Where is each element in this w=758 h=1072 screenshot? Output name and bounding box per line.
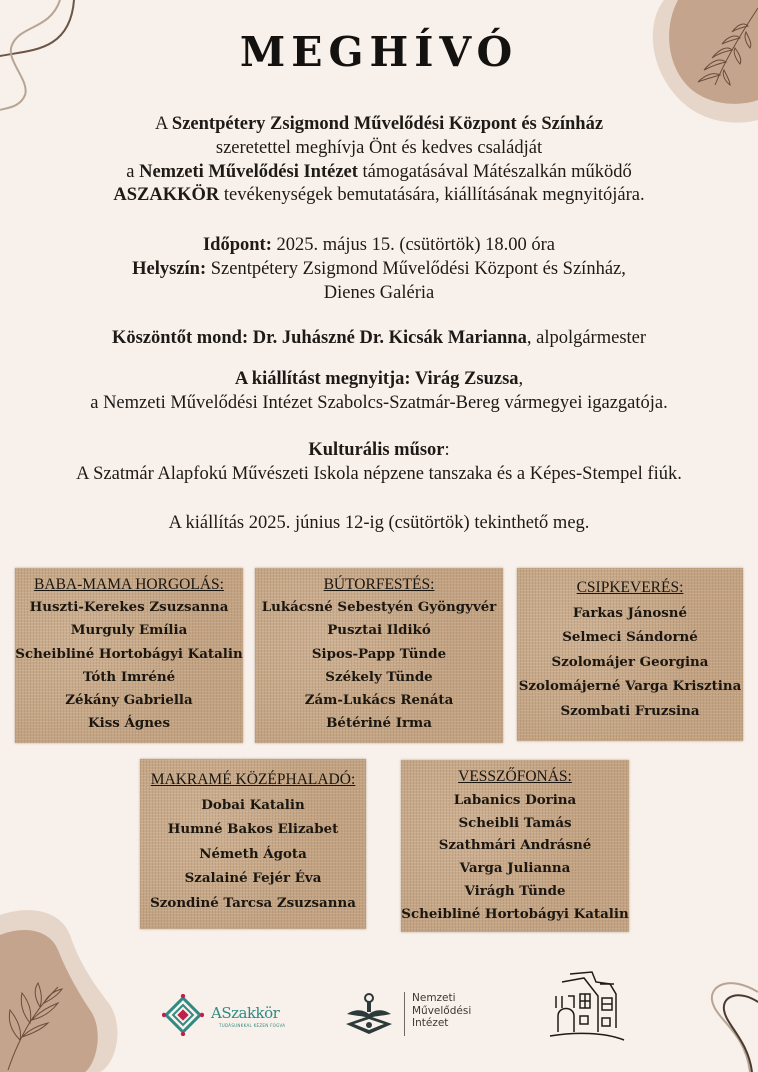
group-member: Szombati Fruzsina — [560, 702, 700, 719]
event-time: Időpont: 2025. május 15. (csütörtök) 18.00 óra — [202, 235, 555, 255]
group-member: Scheibli Tamás — [458, 814, 572, 831]
host-name: Szentpétery Zsigmond Művelődési Központ és Színház — [171, 114, 604, 134]
group-heading: CSIPKEVERÉS: — [576, 579, 684, 596]
nmi-name: Nemzeti Művelődési Intézet — [412, 992, 472, 1029]
group-member: Lukácsné Sebestyén Gyöngyvér — [261, 599, 497, 616]
group-heading: BABA-MAMA HORGOLÁS: — [34, 576, 224, 593]
aszakkor-logo — [162, 994, 302, 1038]
group-member: Zékány Gabriella — [65, 692, 193, 709]
aszakkor-ornament-icon — [162, 994, 204, 1036]
group-card-makrame-kozephalado — [140, 759, 366, 929]
event-place: Helyszín: Szentpétery Zsigmond Művelődési Központ és Színház, — [132, 259, 626, 279]
group-member: Szolomájer Georgina — [551, 653, 709, 670]
greeting: Köszöntőt mond: Dr. Juhászné Dr. Kicsák Marianna, alpolgármester — [111, 328, 647, 348]
leaf-branch-icon — [8, 983, 62, 1070]
group-member: Pusztai Ildikó — [327, 622, 431, 639]
group-member: Kiss Ágnes — [87, 715, 170, 732]
group-member: Varga Julianna — [459, 860, 571, 877]
group-member: Tóth Imréné — [82, 668, 176, 685]
cultural-program-description: A Szatmár Alapfokú Művészeti Iskola népzene tanszaka és a Képes-Stempel fiúk. — [76, 464, 682, 484]
opening-speaker-role: a Nemzeti Művelődési Intézet Szabolcs-Szatmár-Bereg vármegyei igazgatója. — [90, 393, 668, 413]
event-place-line-2: Dienes Galéria — [323, 283, 435, 303]
page-title: MEGHÍVÓ — [239, 28, 519, 76]
intro-line-3: a Nemzeti Művelődési Intézet támogatásával Mátészalkán működő — [126, 161, 632, 182]
group-card-csipkeveres — [517, 568, 743, 741]
decorative-lines-bottom-right — [690, 970, 758, 1072]
intro-line-2: szeretettel meghívja Önt és kedves családját — [215, 137, 543, 158]
group-heading: MAKRAMÉ KÖZÉPHALADÓ: — [150, 771, 356, 788]
exhibition-closing-date: A kiállítás 2025. június 12-ig (csütörtök) tekinthető meg. — [168, 513, 590, 533]
group-member: Virágh Tünde — [464, 882, 566, 899]
group-member: Szalainé Fejér Éva — [184, 870, 322, 886]
intro-line-1: A Szentpétery Zsigmond Művelődési Központ és Színház — [154, 114, 604, 134]
group-member: Humné Bakos Elizabet — [167, 821, 339, 837]
decorative-blob-bottom-left — [0, 905, 130, 1072]
group-member: Szolomájerné Varga Krisztina — [518, 678, 742, 694]
group-member: Székely Tünde — [325, 668, 433, 685]
group-card-baba-mama-horgolas — [15, 568, 243, 743]
cultural-program: Kulturális műsor: A Szatmár Alapfokú Művészeti Iskola népzene tanszaka és a Képes-Stempel fiúk. — [0, 438, 758, 486]
group-member: Dobai Katalin — [201, 796, 305, 813]
group-heading: BÚTORFESTÉS: — [323, 576, 435, 593]
group-heading: VESSZŐFONÁS: — [458, 768, 572, 785]
group-card-vesszofonas — [401, 760, 629, 932]
group-member: Murguly Emília — [70, 622, 188, 639]
aszakkor-name: ASzakkör — [211, 1004, 280, 1022]
aszakkor-tagline: TUDÁSUNKKAL KÉZEN FOGVA — [219, 1023, 286, 1028]
invitation-intro — [0, 113, 758, 208]
group-member: Zám-Lukács Renáta — [304, 692, 454, 709]
group-member: Bétériné Irma — [326, 715, 432, 732]
group-member: Scheibliné Hortobágyi Katalin — [15, 645, 243, 662]
group-member: Labanics Dorina — [453, 791, 577, 808]
group-member: Scheibliné Hortobágyi Katalin — [401, 905, 629, 922]
club-name: ASZAKKÖR — [113, 185, 220, 206]
building-sketch-logo — [544, 970, 628, 1045]
nmi-divider — [404, 992, 405, 1036]
intro-line-4: ASZAKKÖR tevékenységek bemutatására, kiállításának megnyitójára. — [113, 185, 645, 206]
group-member: Szondiné Tarcsa Zsuzsanna — [150, 894, 356, 911]
group-member: Szathmári Andrásné — [438, 837, 592, 854]
group-member: Huszti-Kerekes Zsuzsanna — [29, 599, 229, 616]
group-member: Selmeci Sándorné — [562, 629, 698, 645]
group-card-butorfestes — [255, 568, 503, 743]
group-member: Németh Ágota — [199, 845, 307, 862]
group-member: Sipos-Papp Tünde — [311, 645, 447, 662]
group-member: Farkas Jánosné — [572, 604, 688, 621]
sponsor-name: Nemzeti Művelődési Intézet — [139, 161, 358, 182]
nmi-emblem-icon — [344, 992, 394, 1036]
opening-speaker: A kiállítást megnyitja: Virág Zsuzsa, a Nemzeti Művelődési Intézet Szabolcs-Szatmár-Bereg vármegyei igazgatója. — [0, 367, 758, 415]
nmi-logo — [344, 990, 474, 1040]
event-details — [0, 233, 758, 305]
